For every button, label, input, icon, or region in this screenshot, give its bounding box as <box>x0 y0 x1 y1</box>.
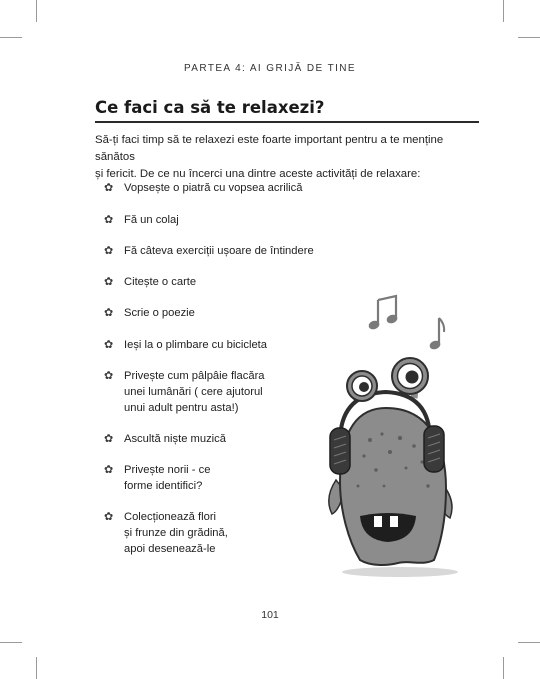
activity-text: Scrie o poezie <box>124 307 195 319</box>
running-head: PARTEA 4: AI GRIJĂ DE TINE <box>183 63 356 74</box>
ground-shadow <box>342 567 458 577</box>
list-item <box>104 462 344 494</box>
title-underline <box>95 121 479 123</box>
list-item <box>104 368 344 416</box>
crop-mark <box>0 37 22 38</box>
flower-icon: ✿ <box>104 307 114 319</box>
flower-icon: ✿ <box>104 511 114 523</box>
crop-mark <box>0 642 22 643</box>
music-note-icon <box>368 296 398 330</box>
activity-text: Vopsește o piatră cu vopsea acrilică <box>124 182 303 194</box>
crop-mark <box>503 0 504 22</box>
list-item <box>104 305 344 321</box>
flower-icon: ✿ <box>104 339 114 351</box>
intro-line: și fericit. De ce nu încerci una dintre aceste activități de relaxare: <box>95 168 421 180</box>
flower-icon: ✿ <box>104 214 114 226</box>
crop-mark <box>518 37 540 38</box>
activity-text: Privește norii - ce forme identifici? <box>124 464 211 492</box>
flower-icon: ✿ <box>104 464 114 476</box>
flower-icon: ✿ <box>104 182 114 194</box>
list-item <box>104 509 344 557</box>
page-title: Ce faci ca să te relaxezi? <box>95 98 325 117</box>
crop-mark <box>36 657 37 679</box>
crop-mark <box>503 657 504 679</box>
flower-icon: ✿ <box>104 370 114 382</box>
list-item <box>104 274 344 290</box>
activity-text: Ieși la o plimbare cu bicicleta <box>124 339 268 351</box>
intro-paragraph <box>95 132 480 183</box>
flower-icon: ✿ <box>104 433 114 445</box>
music-note-icon <box>429 318 444 350</box>
monster-illustration <box>318 290 478 580</box>
activity-text: Citește o carte <box>124 276 197 288</box>
flower-icon: ✿ <box>104 276 114 288</box>
list-item <box>104 180 344 196</box>
list-item <box>104 212 344 228</box>
crop-mark <box>36 0 37 22</box>
activity-text: Privește cum pâlpâie flacăra unei lumânări ( cere ajutorul unui adult pentru asta!) <box>124 370 265 414</box>
activity-text: Fă câteva exerciții ușoare de întindere <box>124 245 314 257</box>
list-item <box>104 431 344 447</box>
page-number: 101 <box>261 609 279 621</box>
crop-mark <box>518 642 540 643</box>
activity-text: Colecționează flori și frunze din grădină, apoi desenează-le <box>124 511 228 555</box>
list-item <box>104 243 344 259</box>
list-item <box>104 337 344 353</box>
flower-icon: ✿ <box>104 245 114 257</box>
activity-text: Fă un colaj <box>124 214 179 226</box>
intro-line: Să-ți faci timp să te relaxezi este foarte important pentru a te menține sănătos <box>95 134 444 163</box>
activity-text: Ascultă niște muzică <box>124 433 226 445</box>
